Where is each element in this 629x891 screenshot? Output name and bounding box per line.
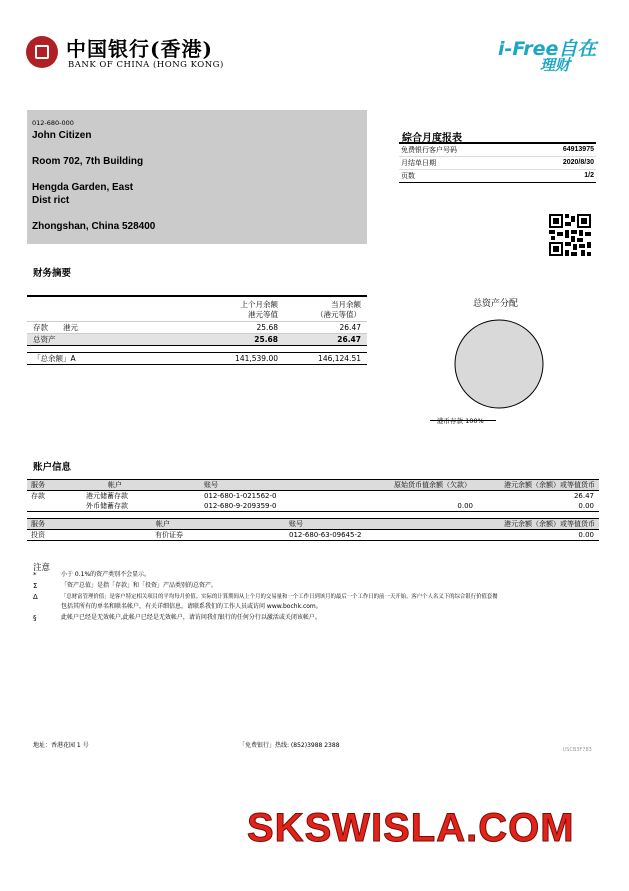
col-prev-line1: 上个月余额 — [240, 300, 278, 309]
footer-address: 地址：香港花园 1 号 — [33, 742, 89, 749]
row-number: 012-680-9-209359-0 — [204, 502, 277, 510]
row-category: 存款 — [33, 323, 48, 332]
total-prev: 141,539.00 — [235, 354, 278, 363]
header-number: 账号 — [204, 481, 218, 489]
row-category: 总资产 — [33, 335, 56, 344]
row-hkd: 0.00 — [578, 502, 594, 510]
header-account: 帐户 — [156, 520, 170, 528]
col-curr-line2: （港元等值） — [316, 310, 361, 319]
header-service: 服务 — [31, 520, 45, 528]
address-block — [27, 110, 367, 244]
row-account: 外币储蓄存款 — [86, 502, 128, 510]
customer-number: 64913975 — [562, 146, 594, 153]
note-symbol: * — [33, 571, 37, 579]
table-header — [27, 479, 599, 491]
table-row — [27, 321, 367, 333]
row-account: 有价证券 — [155, 531, 183, 539]
qr-code-icon — [549, 214, 591, 256]
header-original: 原始货币值余额（欠款） — [394, 481, 471, 489]
statement-row — [399, 157, 596, 170]
allocation-pie-chart — [453, 318, 545, 410]
address-line-3: Dist rict — [32, 195, 70, 206]
page-number: 1/2 — [584, 172, 594, 179]
address-line-2: Hengda Garden, East — [32, 182, 134, 193]
deposit-accounts-table — [27, 479, 599, 512]
bank-name-en: BANK OF CHINA (HONG KONG) — [68, 60, 224, 70]
table-row-total-assets — [27, 333, 367, 346]
statement-info-table — [399, 142, 596, 183]
col-prev-line2: 港元等值 — [248, 310, 278, 319]
footer-code: I/SCB3F783 — [563, 747, 592, 753]
row-service: 存款 — [31, 492, 45, 500]
customer-name: John Citizen — [32, 130, 92, 141]
brand-logo-top: i-Free自在 — [498, 38, 597, 60]
notes-title: 注意 — [33, 563, 51, 573]
row-service: 投资 — [31, 531, 45, 539]
row-prev-balance: 25.68 — [256, 323, 278, 332]
row-account: 港元储蓄存款 — [86, 492, 128, 500]
row-number: 012-680-63-09645-2 — [289, 531, 362, 539]
allocation-title: 总资产分配 — [473, 299, 519, 309]
statement-row — [399, 144, 596, 157]
row-prev-balance: 25.68 — [254, 335, 278, 344]
header-service: 服务 — [31, 481, 45, 489]
note-symbol: Σ — [33, 582, 38, 590]
footer-hotline: 「免费银行」热线: (852)3988 2388 — [239, 742, 340, 749]
address-line-4: Zhongshan, China 528400 — [32, 221, 156, 232]
row-subcategory: 港元 — [63, 323, 78, 332]
header-hkd: 港元余额（余额）或等值货币 — [504, 481, 595, 489]
total-balance-row — [27, 352, 367, 365]
statement-title: 綜合月度报表 — [402, 133, 462, 144]
note-symbol: Δ — [33, 593, 38, 601]
summary-table — [27, 295, 367, 346]
summary-title: 财务摘要 — [33, 268, 72, 279]
note-symbol: § — [33, 614, 37, 622]
statement-label: 页数 — [401, 172, 415, 180]
brand-logo-bottom: 理财 — [540, 56, 571, 74]
statement-date: 2020/8/30 — [562, 159, 594, 166]
note-text: 「资产总值」是指「存款」和「投资」产品类别的总资产。 — [61, 582, 218, 589]
header-number: 账号 — [289, 520, 303, 528]
note-text: 「总财富管理价值」是客户特定相关项目的平均每月价值。实际的计算期间从上个月的交易量和一个工作日到该月的最后一个工作日的前一天开始。客户个人名义下的综合银行价值套餐 — [61, 594, 498, 600]
total-curr: 146,124.51 — [318, 354, 361, 363]
statement-label: 免费银行客户号码 — [401, 146, 457, 154]
header-account: 帐户 — [108, 481, 122, 489]
row-curr-balance: 26.47 — [339, 323, 361, 332]
total-label: 「总余额」A — [33, 354, 76, 363]
header-hkd: 港元余额（余额）或等值货币 — [504, 520, 595, 528]
row-curr-balance: 26.47 — [337, 335, 361, 344]
row-hkd: 0.00 — [578, 531, 594, 539]
row-number: 012-680-1-021562-0 — [204, 492, 277, 500]
statement-row — [399, 170, 596, 182]
accounts-title: 账户信息 — [33, 462, 72, 473]
note-text: 此帐户已经是无效帐户,此帐户已经是无效帐户，请访问我们银行的任何分行以激活或关闭该帐户。 — [61, 614, 321, 621]
row-hkd: 26.47 — [573, 492, 594, 500]
watermark-text: SKSWISLA.COM — [247, 806, 575, 850]
note-text: 小于 0.1%的资产类别不会显示。 — [61, 571, 151, 578]
col-curr-line1: 当月余额 — [331, 300, 361, 309]
row-original: 0.00 — [457, 502, 473, 510]
table-row — [27, 491, 599, 501]
address-line-1: Room 702, 7th Building — [32, 156, 144, 167]
investment-accounts-table — [27, 518, 599, 541]
summary-header — [27, 297, 367, 321]
table-header — [27, 518, 599, 530]
note-text: 包括其所有的单名和联名帐户，有关详细信息，请联系我们的工作人员或访问 www.bochk.com。 — [61, 603, 322, 610]
table-row — [27, 501, 599, 512]
bank-name-cn: 中国银行(香港) — [66, 37, 213, 61]
account-reference: 012-680-000 — [32, 119, 74, 127]
table-row — [27, 530, 599, 541]
bank-logo-icon — [26, 36, 58, 68]
pie-slice-hkd-deposit — [455, 320, 543, 408]
statement-label: 月结单日期 — [401, 159, 436, 167]
pie-slice-label: 港币存款 100% — [437, 417, 484, 425]
